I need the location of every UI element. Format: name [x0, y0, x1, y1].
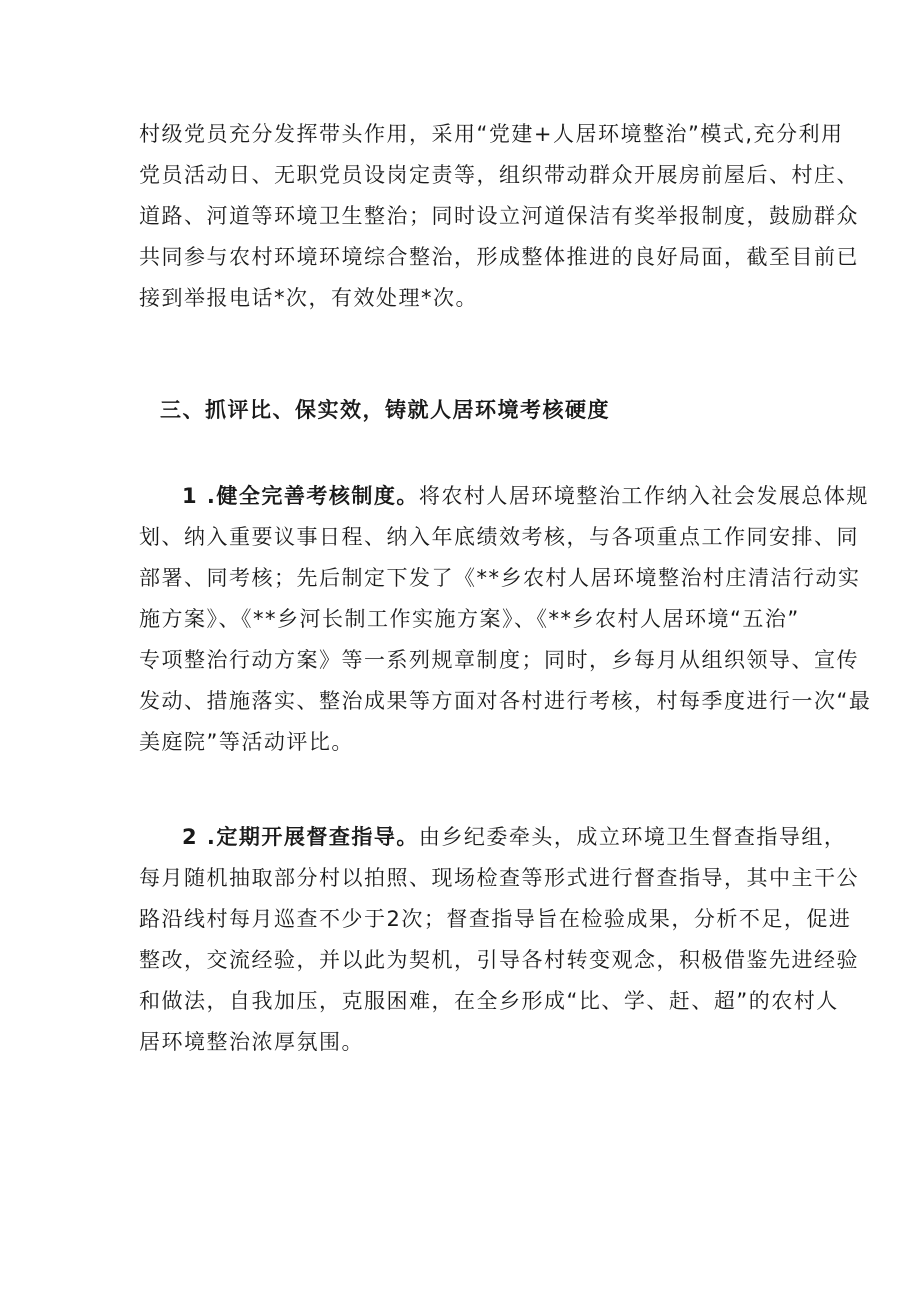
- text-line: 路沿线村每月巡查不少于2次；督查指导旨在检验成果，分析不足，促进: [139, 907, 852, 931]
- text-line: 村级党员充分发挥带头作用，采用“党建+人居环境整治”模式,充分利用: [139, 122, 844, 146]
- item2-lead: 2 .定期开展督查指导。: [182, 825, 419, 849]
- text-line: 专项整治行动方案》等一系列规章制度；同时，乡每月从组织领导、宣传: [139, 648, 859, 672]
- text-line: 和做法，自我加压，克服困难，在全乡形成“比、学、赶、超”的农村人: [139, 989, 839, 1013]
- item2-paragraph: [139, 817, 859, 1063]
- text-line: 部署、同考核；先后制定下发了《**乡农村人居环境整治村庄清洁行动实: [139, 566, 861, 590]
- text-line: 划、纳入重要议事日程、纳入年底绩效考核，与各项重点工作同安排、同: [139, 525, 859, 549]
- text-line: 发动、措施落实、整治成果等方面对各村进行考核，村每季度进行一次“最: [139, 689, 872, 713]
- text-line: 接到举报电话*次，有效处理*次。: [139, 286, 478, 310]
- text-line: 施方案》、《**乡河长制工作实施方案》、《**乡农村人居环境“五治”: [139, 607, 800, 631]
- text-line: 共同参与农村环境环境综合整治，形成整体推进的良好局面，截至目前已: [139, 245, 859, 269]
- item1-paragraph: [139, 476, 872, 763]
- item1-first-line-text: 将农村人居环境整治工作纳入社会发展总体规: [418, 484, 869, 508]
- item2-first-line-text: 由乡纪委牵头，成立环境卫生督查指导组，: [418, 825, 847, 849]
- section-heading: 三、抓评比、保实效，铸就人居环境考核硬度: [160, 398, 610, 422]
- item2-first-line: [139, 817, 847, 858]
- text-line: 每月随机抽取部分村以拍照、现场检查等形式进行督查指导，其中主干公: [139, 866, 859, 890]
- text-line: 居环境整治浓厚氛围。: [139, 1030, 364, 1054]
- text-line: 整改，交流经验，并以此为契机，引导各村转变观念，积极借鉴先进经验: [139, 948, 859, 972]
- text-line: 道路、河道等环境卫生整治；同时设立河道保洁有奖举报制度，鼓励群众: [139, 204, 859, 228]
- paragraph-continuation: [139, 114, 859, 319]
- item1-lead: 1 .健全完善考核制度。: [182, 484, 419, 508]
- text-line: 党员活动日、无职党员设岗定责等，组织带动群众开展房前屋后、村庄、: [139, 163, 859, 187]
- item1-first-line: [139, 476, 869, 517]
- text-line: 美庭院”等活动评比。: [139, 730, 354, 754]
